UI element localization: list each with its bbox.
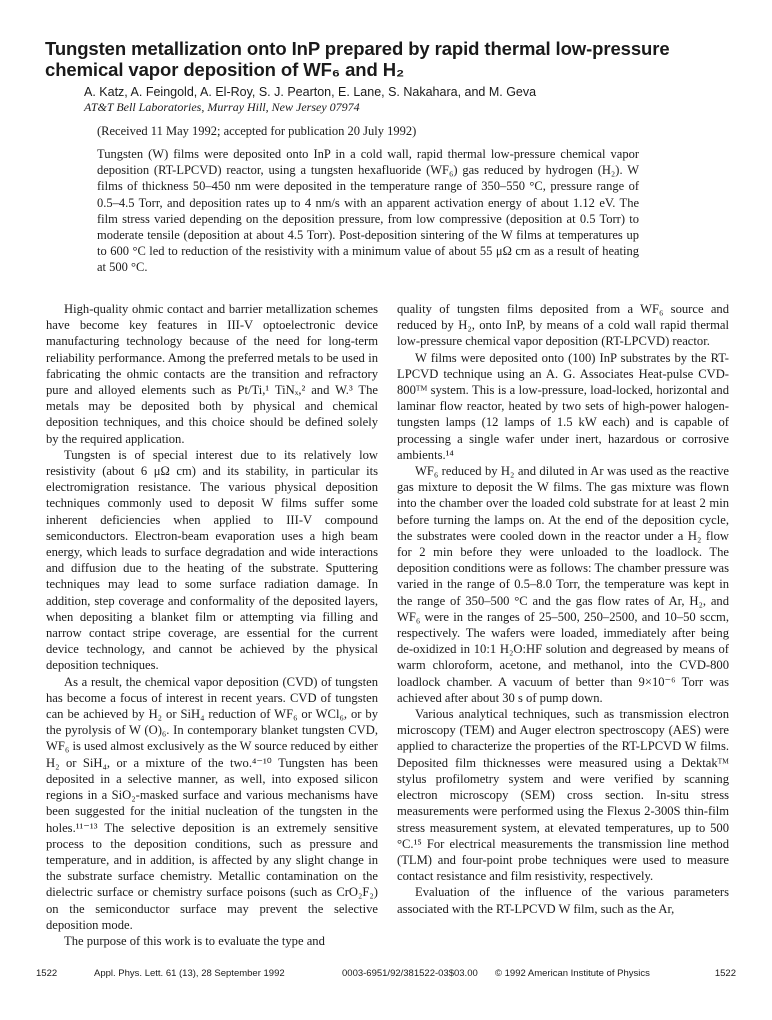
body-column-right [397, 301, 729, 917]
journal-citation: Appl. Phys. Lett. 61 (13), 28 September 1992 [94, 968, 285, 979]
page-footer [36, 967, 736, 981]
abstract: Tungsten (W) films were deposited onto InP in a cold wall, rapid thermal low-pressure chemical vapor deposition (RT-LPCVD) reactor, using a tungsten hexafluoride (WF₆) gas reduced by hydrogen (H₂). W films of thickness 50–450 nm were deposited in the temperature range of 350–550 °C, pressure range of 0.5–4.5 Torr, and deposition rates up to 4 nm/s with an apparent activation energy of about 1.12 eV. The film stress varied depending on the deposition pressure, from low compressive (deposition at 0.5 Torr) to moderate tensile (deposition at about 4.5 Torr). Post-deposition sintering of the W films at temperatures up to 600 °C led to reduction of the resistivity with a minimum value of about 55 μΩ cm as a result of heating at 500 °C. [97, 147, 639, 275]
page-number-right: 1522 [714, 968, 736, 979]
paragraph: WF₆ reduced by H₂ and diluted in Ar was used as the reactive gas mixture to deposit the W films. The gas mixture was flown into the chamber over the loaded cold substrate for at least 2 min before turning the lamps on. At the end of the deposition cycle, the substrates were cooled down in the reactor under a H₂ flow for 2 min before they were unloaded to the loadlock. The deposition conditions were as follows: The chamber pressure was varied in the range of 0.5–8.0 Torr, the temperature was kept in the range of 350–500 °C and the gas flow rates of Ar, H₂, and WF₆ were in the ranges of 25–500, 250–2500, and 10–50 sccm, respectively. The wafers were loaded, immediately after being de-oxidized in 10:1 H₂O:HF solution and degreased by means of warm chloroform, acetone, and methanol, into the CVD-800 loadlock chamber. A vacuum of better than 9×10⁻⁶ Torr was achieved after about 30 s of pump down. [397, 464, 729, 705]
paragraph: High-quality ohmic contact and barrier metallization schemes have become key features in III-V optoelectronic device manufacturing technology because of the need for long-term reliability performance. Among the preferred metals to be used in fabricating the ohmic contacts are the transition and refractory pure and alloyed elements such as Pt/Ti,¹ TiNₓ,² and W.³ The metals may be deposited both by physical and chemical deposition techniques, and this choice should be defined solely by the required application. [46, 302, 378, 446]
received-date: (Received 11 May 1992; accepted for publication 20 July 1992) [97, 124, 417, 138]
affiliation: AT&T Bell Laboratories, Murray Hill, New Jersey 07974 [84, 100, 360, 114]
paragraph: quality of tungsten films deposited from a WF₆ source and reduced by H₂, onto InP, by means of a cold wall rapid thermal low-pressure chemical vapor deposition (RT-LPCVD) reactor. [397, 302, 729, 349]
paragraph: Tungsten is of special interest due to its relatively low resistivity (about 6 μΩ cm) and its stability, in particular its electromigration resistance. The various physical deposition techniques commonly used to deposit W films suffer some inherent deficiencies when applied to III-V compound semiconductors. Electron-beam evaporation uses a high beam energy, which leads to surface degradation and wide interactions and diffusion due to the heating of the substrate. Sputtering techniques may lead to some surface radiation damage. In addition, step coverage and conformality of the deposited layers, when depositing a blanket film or attempting via filling and narrow contact stripe coverage, are essential for the current device technology, and cannot be achieved by the physical deposition techniques. [46, 447, 378, 673]
paragraph: W films were deposited onto (100) InP substrates by the RT-LPCVD technique using an A. G. Associates Heat-pulse CVD-800ᵀᴹ system. This is a low-pressure, load-locked, horizontal and laminar flow reactor, heated by two sets of high-power halogen-tungsten lamps (12 lamps of 1.5 kW each) and is capable of processing a single wafer under inert, hazardous or corrosive ambients.¹⁴ [397, 350, 729, 462]
paragraph: The purpose of this work is to evaluate the type and [64, 933, 325, 948]
article-code: 0003-6951/92/381522-03$03.00 [342, 968, 478, 979]
paragraph: As a result, the chemical vapor deposition (CVD) of tungsten has become a focus of interest in recent years. CVD of tungsten can be achieved by H₂ or SiH₄ reduction of WF₆ or WCl₆, or by the pyrolysis of W (O)₆. In contemporary blanket tungsten CVD, WF₆ is used almost exclusively as the W source reduced by either H₂ or SiH₄, or a mixture of the two.⁴⁻¹⁰ Tungsten has been deposited in a selective manner, as well, into exposed silicon regions in a SiO₂-masked surface and various mechanisms have been suggested for the initial nucleation of the tungsten in the holes.¹¹⁻¹³ The selective deposition is an extremely sensitive process to the deposition conditions, such as pressure and temperature, and in addition, is affected by any slight change in the substrate surface chemistry. Metallic contamination on the dielectric surface or chemistry surface poisons (such as CrO₂F₂) on the semiconductor surface may prevent the selective deposition mode. [46, 674, 378, 932]
copyright-notice: © 1992 American Institute of Physics [495, 968, 650, 979]
article-title: Tungsten metallization onto InP prepared by rapid thermal low-pressure chemical vapor deposition of WF₆ and H₂ [45, 38, 670, 80]
author-list: A. Katz, A. Feingold, A. El-Roy, S. J. Pearton, E. Lane, S. Nakahara, and M. Geva [84, 85, 537, 99]
page-number-left: 1522 [36, 968, 58, 979]
body-column-left [46, 301, 378, 949]
paragraph: Evaluation of the influence of the various parameters associated with the RT-LPCVD W film, such as the Ar, [397, 885, 729, 916]
paragraph: Various analytical techniques, such as transmission electron microscopy (TEM) and Auger electron spectroscopy (AES) were applied to characterize the properties of the RT-LPCVD W films. Deposited film thicknesses were measured using a Dektakᵀᴹ stylus profilometry system and were verified by scanning electron microscopy (SEM) cross section. In-situ stress measurements were performed using the Flexus 2-300S thin-film stress measurement system, at elevated temperatures, up to 500 °C.¹⁵ For electrical measurements the transmission line method (TLM) and four-point probe techniques were used to measure contact resistance and film resistivity, respectively. [397, 707, 729, 884]
